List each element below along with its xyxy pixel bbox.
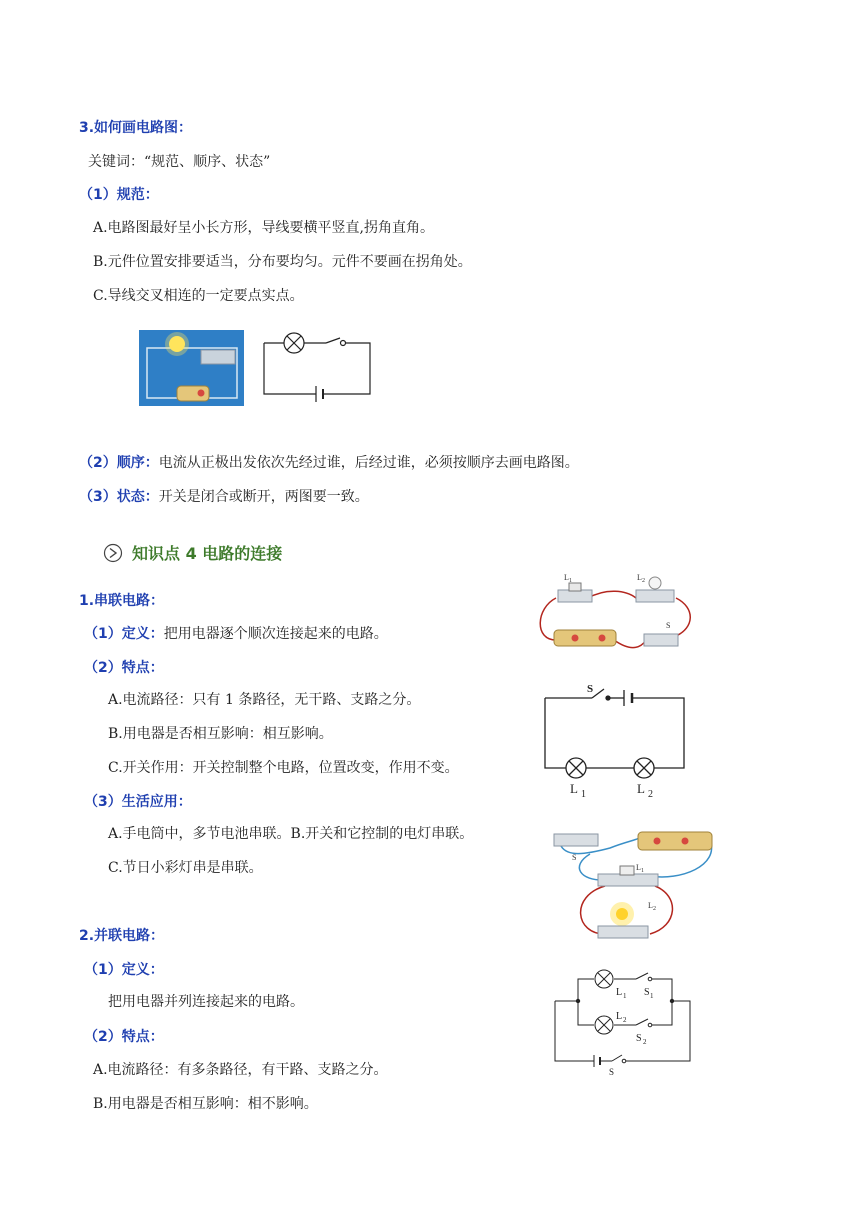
- svg-text:L: L: [564, 573, 569, 582]
- svg-text:1: 1: [650, 992, 654, 1000]
- series-life-title: （3）生活应用：: [84, 794, 192, 810]
- parallel-feat-a: A.电流路径：有多条路径，有干路、支路之分。: [93, 1062, 388, 1078]
- svg-text:1: 1: [569, 578, 572, 584]
- norm-b: B.元件位置安排要适当，分布要均匀。元件不要画在拐角处。: [93, 254, 472, 270]
- svg-text:L: L: [637, 573, 642, 582]
- series-feat-title: （2）特点：: [84, 660, 164, 676]
- series-title: 1.串联电路：: [79, 593, 165, 609]
- svg-text:L: L: [636, 863, 641, 872]
- svg-text:2: 2: [653, 906, 656, 912]
- section-3-title: 3.如何画电路图：: [79, 120, 193, 136]
- norm-title: （1）规范：: [79, 187, 159, 203]
- parallel-title: 2.并联电路：: [79, 928, 165, 944]
- l1-label: L: [570, 781, 578, 796]
- svg-text:1: 1: [641, 868, 644, 874]
- svg-text:S: S: [636, 1033, 642, 1044]
- norm-c: C.导线交叉相连的一定要点实点。: [93, 288, 304, 304]
- simple-circuit-diagram: [260, 330, 374, 404]
- series-feat-a: A.电流路径：只有 1 条路径，无干路、支路之分。: [108, 692, 421, 708]
- svg-text:1: 1: [581, 789, 586, 800]
- parallel-feat-b: B.用电器是否相互影响：相不影响。: [93, 1096, 318, 1112]
- svg-text:2: 2: [642, 578, 645, 584]
- keywords-line: 关键词：“规范、顺序、状态”: [88, 154, 271, 170]
- order-title: （2）顺序：: [79, 455, 159, 471]
- series-life-b: C.节日小彩灯串是串联。: [108, 860, 263, 876]
- knowledge-4-title: 知识点 4 电路的连接: [132, 544, 283, 563]
- series-feat-b: B.用电器是否相互影响：相互影响。: [108, 726, 333, 742]
- arrow-circle-icon: [103, 543, 123, 563]
- circuit-photo-illustration: [139, 330, 244, 406]
- svg-text:L: L: [616, 987, 623, 998]
- svg-text:2: 2: [623, 1016, 627, 1024]
- l2-label: L: [637, 781, 645, 796]
- switch-s-label: S: [587, 683, 594, 695]
- state-title: （3）状态：: [79, 489, 159, 505]
- series-def-text: 把用电器逐个顺次连接起来的电路。: [163, 626, 388, 642]
- svg-text:1: 1: [623, 992, 627, 1000]
- svg-text:S: S: [666, 621, 671, 630]
- series-circuit-diagram: [540, 680, 690, 800]
- parallel-circuit-diagram: [550, 965, 695, 1077]
- svg-text:2: 2: [648, 789, 653, 800]
- svg-text:S: S: [572, 853, 577, 862]
- norm-a: A.电路图最好呈小长方形，导线要横平竖直,拐角直角。: [93, 220, 435, 236]
- series-life-a: A.手电筒中，多节电池串联。B.开关和它控制的电灯串联。: [108, 826, 474, 842]
- svg-text:S: S: [644, 987, 650, 998]
- parallel-feat-title: （2）特点：: [84, 1029, 164, 1045]
- parallel-def-title: （1）定义：: [84, 962, 164, 978]
- svg-text:L: L: [616, 1011, 623, 1022]
- series-photo-illustration: [536, 568, 696, 656]
- parallel-def-text: 把用电器并列连接起来的电路。: [108, 994, 304, 1010]
- series-feat-c: C.开关作用：开关控制整个电路，位置改变，作用不变。: [108, 760, 459, 776]
- svg-text:L: L: [648, 901, 653, 910]
- series-def-title: （1）定义：: [84, 626, 164, 642]
- series-photo-illustration-2: [540, 826, 720, 944]
- order-text: 电流从正极出发依次先经过谁，后经过谁，必须按顺序去画电路图。: [158, 455, 579, 471]
- svg-text:S: S: [609, 1067, 615, 1077]
- svg-text:2: 2: [643, 1038, 647, 1046]
- state-text: 开关是闭合或断开，两图要一致。: [158, 489, 369, 505]
